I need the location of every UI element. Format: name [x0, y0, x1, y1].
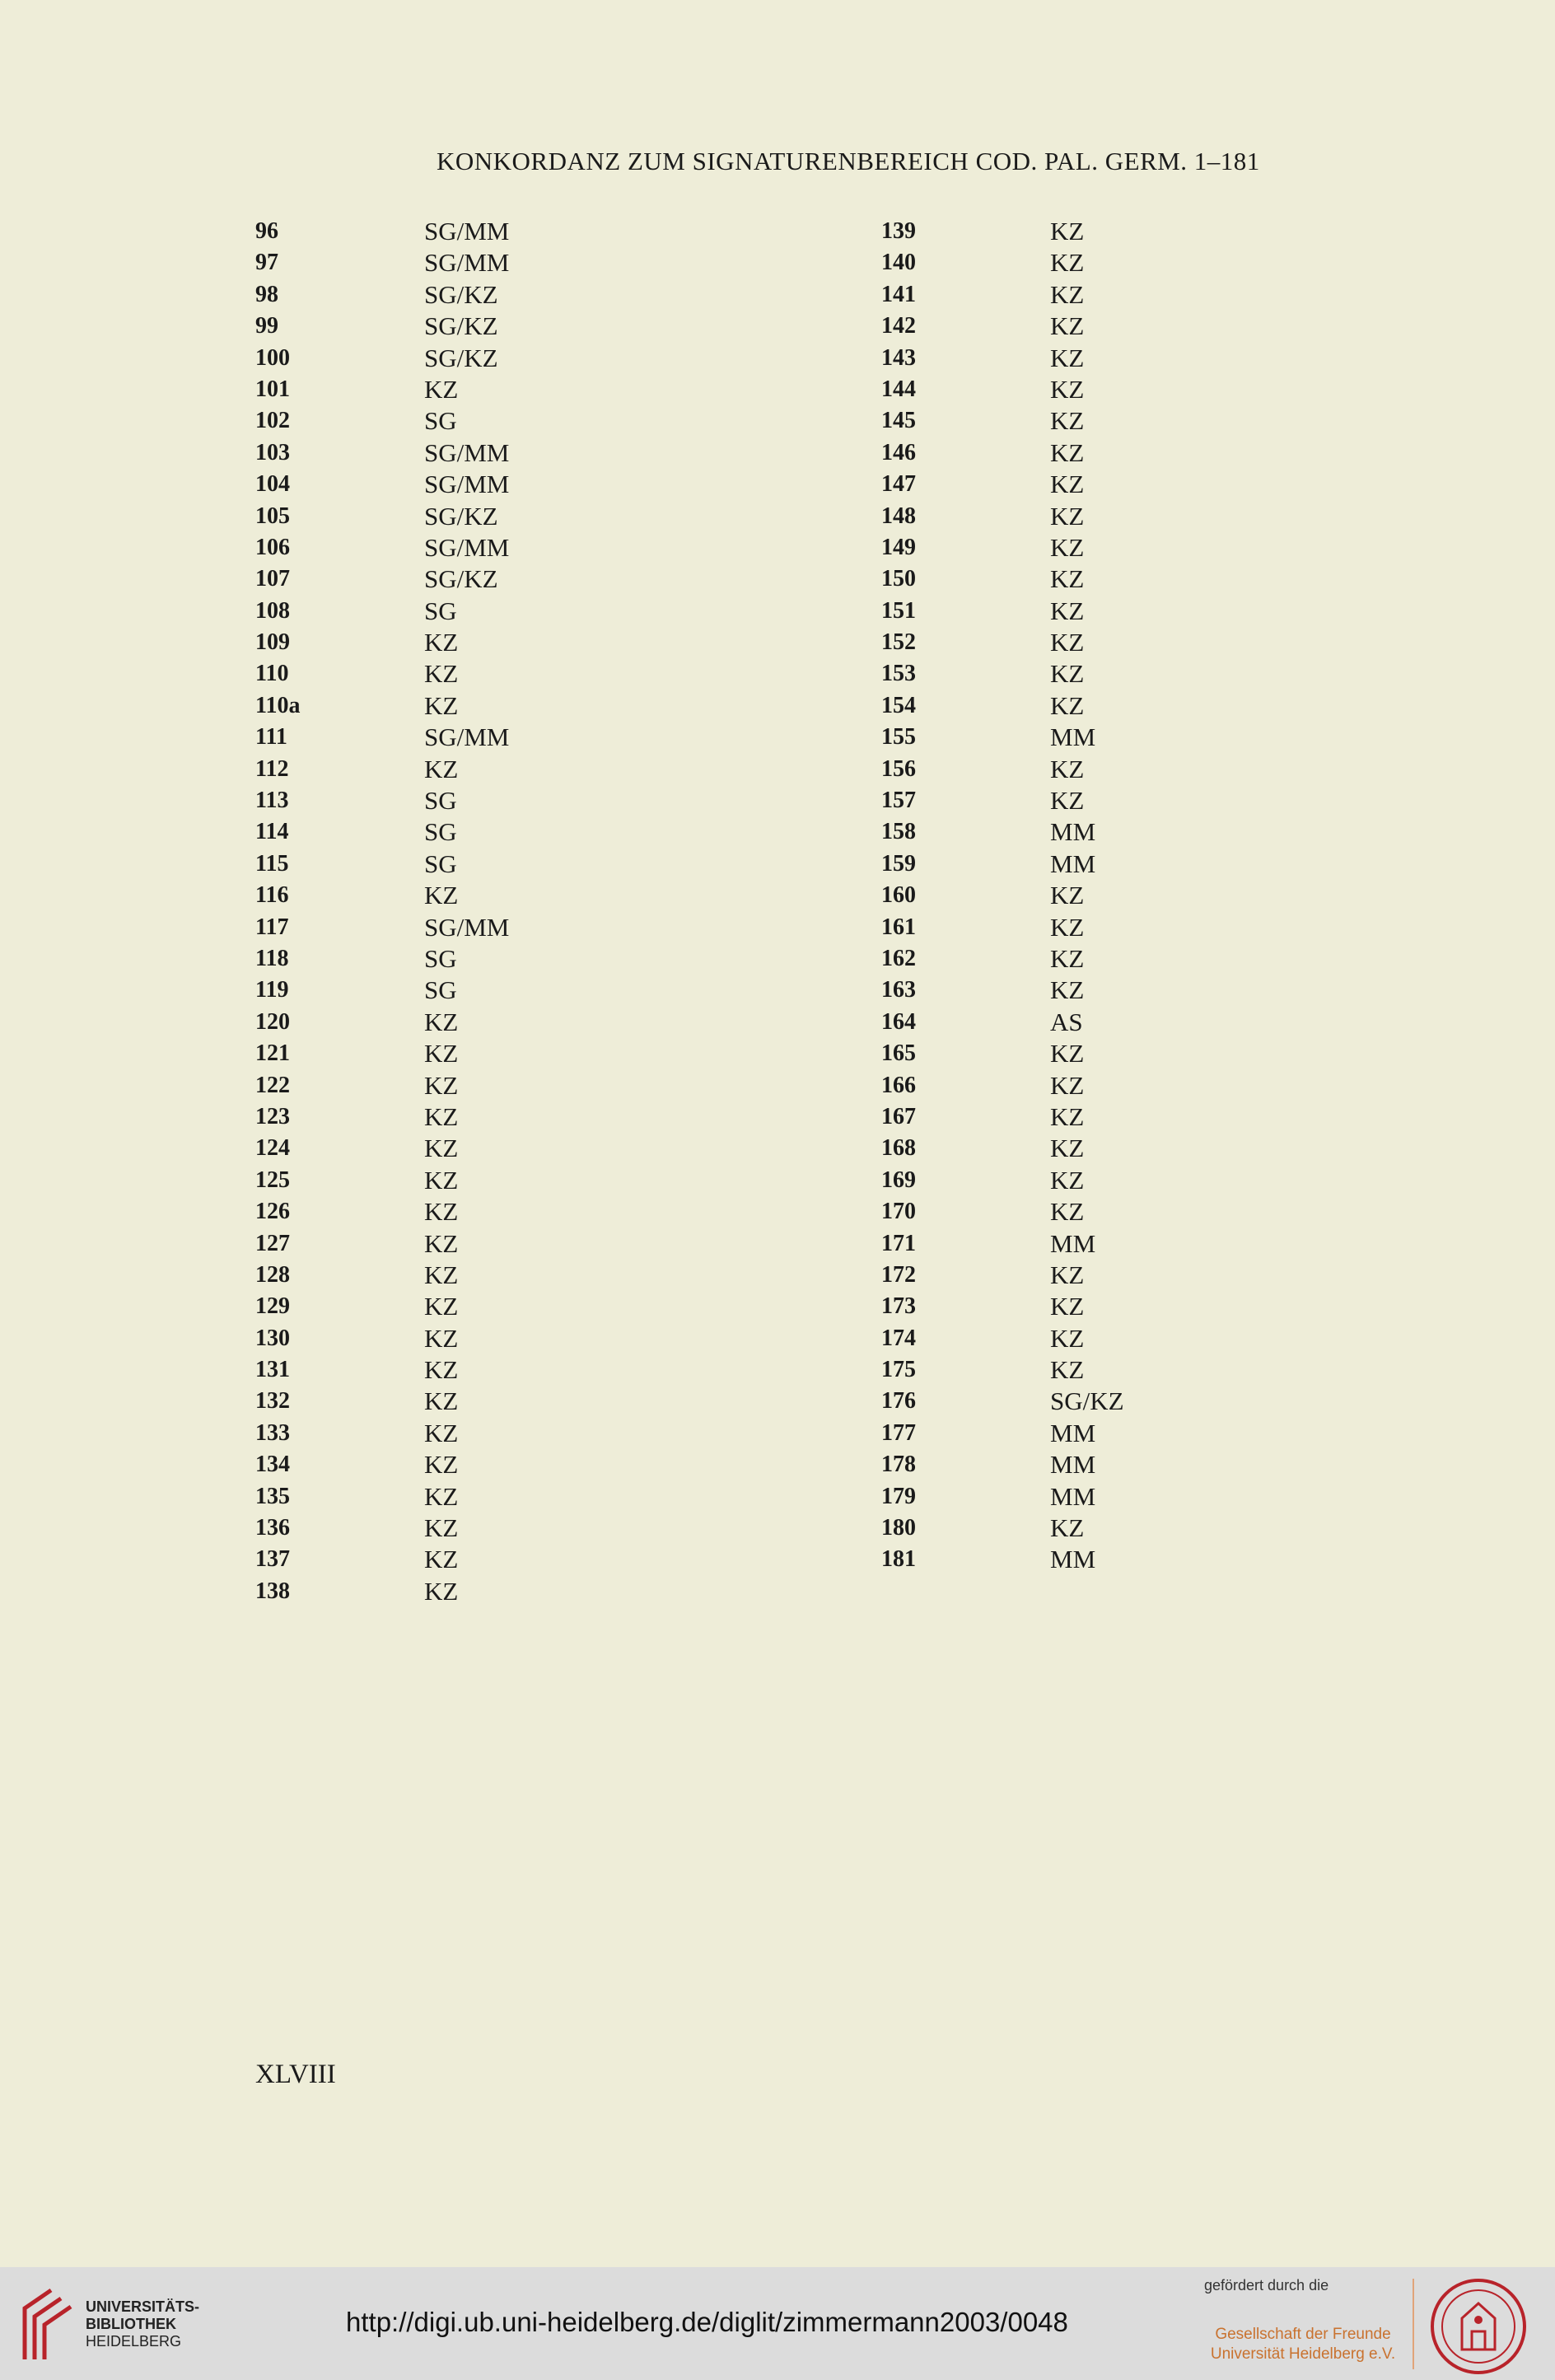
- concordance-row: [255, 1418, 509, 1449]
- signature-number: 163: [881, 977, 916, 1003]
- concordance-row: [255, 469, 509, 500]
- concordance-row: [255, 1291, 509, 1322]
- signature-number: 110a: [255, 692, 301, 718]
- cataloguer-code: KZ: [424, 1260, 459, 1289]
- concordance-row: [255, 658, 509, 690]
- viewer-footer: [0, 2267, 1555, 2380]
- signature-number: 169: [881, 1167, 916, 1193]
- cataloguer-code: MM: [1050, 817, 1096, 847]
- cataloguer-code: KZ: [1050, 437, 1085, 467]
- cataloguer-code: KZ: [424, 1545, 459, 1574]
- concordance-row: [881, 532, 1124, 563]
- cataloguer-code: SG: [424, 406, 457, 436]
- concordance-row: [881, 343, 1124, 374]
- signature-number: 134: [255, 1452, 290, 1478]
- signature-number: 154: [881, 692, 916, 718]
- cataloguer-code: KZ: [424, 374, 459, 404]
- cataloguer-code: KZ: [1050, 690, 1085, 720]
- cataloguer-code: SG/MM: [424, 217, 510, 245]
- signature-number: 167: [881, 1103, 916, 1129]
- concordance-row: [255, 690, 509, 722]
- concordance-row: [881, 785, 1124, 816]
- concordance-row: [255, 1481, 509, 1513]
- cataloguer-code: KZ: [1050, 1039, 1085, 1068]
- library-name-line1: UNIVERSITÄTS-: [86, 2298, 200, 2315]
- concordance-row: [881, 1101, 1124, 1133]
- concordance-row: [881, 1165, 1124, 1196]
- cataloguer-code: KZ: [1050, 1101, 1085, 1131]
- signature-number: 158: [881, 819, 916, 845]
- signature-number: 132: [255, 1388, 290, 1414]
- signature-number: 180: [881, 1515, 916, 1541]
- signature-number: 178: [881, 1452, 916, 1478]
- signature-number: 113: [255, 788, 289, 814]
- signature-number: 124: [255, 1135, 290, 1162]
- cataloguer-code: KZ: [1050, 374, 1085, 404]
- cataloguer-code: KZ: [424, 1228, 459, 1258]
- sponsor-divider: [1413, 2279, 1414, 2369]
- signature-number: 176: [881, 1388, 916, 1414]
- concordance-row: [881, 374, 1124, 405]
- cataloguer-code: KZ: [1050, 881, 1085, 910]
- concordance-row: [255, 1323, 509, 1354]
- signature-number: 122: [255, 1072, 290, 1098]
- signature-number: 129: [255, 1293, 290, 1320]
- cataloguer-code: MM: [1050, 849, 1096, 878]
- library-name: [86, 2298, 199, 2350]
- concordance-row: [881, 690, 1124, 722]
- concordance-row: [255, 1354, 509, 1386]
- cataloguer-code: KZ: [1050, 1292, 1085, 1321]
- concordance-row: [881, 1133, 1124, 1164]
- cataloguer-code: KZ: [1050, 659, 1085, 689]
- signature-number: 177: [881, 1419, 916, 1446]
- cataloguer-code: KZ: [1050, 1513, 1085, 1543]
- signature-number: 170: [881, 1199, 916, 1225]
- cataloguer-code: KZ: [1050, 786, 1085, 816]
- concordance-row: [881, 1228, 1124, 1260]
- signature-number: 99: [255, 313, 278, 339]
- cataloguer-code: MM: [1050, 722, 1096, 752]
- cataloguer-code: MM: [1050, 1450, 1096, 1480]
- signature-number: 157: [881, 788, 916, 814]
- cataloguer-code: SG/KZ: [424, 279, 498, 309]
- concordance-row: [881, 1481, 1124, 1513]
- cataloguer-code: KZ: [424, 1007, 459, 1036]
- cataloguer-code: SG: [424, 943, 457, 973]
- concordance-row: [255, 722, 509, 753]
- sponsor-name[interactable]: [1204, 2325, 1402, 2364]
- cataloguer-code: KZ: [424, 1355, 459, 1385]
- cataloguer-code: SG: [424, 849, 457, 878]
- signature-number: 153: [881, 661, 916, 687]
- cataloguer-code: KZ: [1050, 1197, 1085, 1227]
- ub-logo-icon: [18, 2284, 76, 2366]
- cataloguer-code: SG: [424, 817, 457, 847]
- signature-number: 127: [255, 1230, 290, 1256]
- signature-number: 109: [255, 629, 290, 656]
- signature-number: 152: [881, 629, 916, 656]
- signature-number: 131: [255, 1357, 290, 1383]
- concordance-row: [255, 1449, 509, 1480]
- signature-number: 100: [255, 344, 290, 371]
- concordance-row: [881, 469, 1124, 500]
- cataloguer-code: KZ: [1050, 1260, 1085, 1289]
- cataloguer-code: SG: [424, 596, 457, 625]
- signature-number: 165: [881, 1040, 916, 1067]
- cataloguer-code: KZ: [1050, 912, 1085, 942]
- concordance-right-column: [881, 216, 1124, 1576]
- cataloguer-code: SG/MM: [424, 470, 510, 499]
- signature-number: 116: [255, 882, 289, 909]
- signature-number: 96: [255, 218, 278, 244]
- signature-number: 148: [881, 503, 916, 529]
- cataloguer-code: SG/MM: [424, 437, 510, 467]
- signature-number: 104: [255, 471, 290, 498]
- cataloguer-code: MM: [1050, 1481, 1096, 1511]
- signature-number: 101: [255, 376, 290, 402]
- concordance-row: [255, 279, 509, 311]
- cataloguer-code: KZ: [424, 1292, 459, 1321]
- concordance-row: [881, 849, 1124, 880]
- cataloguer-code: KZ: [424, 1165, 459, 1195]
- signature-number: 155: [881, 724, 916, 750]
- running-head: KONKORDANZ ZUM SIGNATURENBEREICH COD. PAL. GERM. 1–181: [437, 147, 1260, 175]
- concordance-row: [255, 343, 509, 374]
- cataloguer-code: KZ: [1050, 279, 1085, 309]
- signature-number: 149: [881, 534, 916, 560]
- concordance-row: [881, 1260, 1124, 1291]
- concordance-row: [881, 1007, 1124, 1038]
- concordance-row: [881, 975, 1124, 1006]
- concordance-left-column: [255, 216, 509, 1607]
- concordance-row: [255, 785, 509, 816]
- signature-number: 174: [881, 1325, 916, 1351]
- signature-number: 130: [255, 1325, 290, 1351]
- signature-number: 117: [255, 914, 289, 940]
- concordance-row: [881, 1386, 1124, 1417]
- concordance-row: [255, 1544, 509, 1575]
- concordance-row: [881, 722, 1124, 753]
- cataloguer-code: KZ: [1050, 596, 1085, 625]
- cataloguer-code: KZ: [1050, 406, 1085, 436]
- signature-number: 146: [881, 439, 916, 465]
- cataloguer-code: KZ: [1050, 343, 1085, 372]
- cataloguer-code: SG/MM: [424, 722, 510, 752]
- concordance-row: [255, 563, 509, 595]
- cataloguer-code: KZ: [1050, 1070, 1085, 1100]
- cataloguer-code: KZ: [424, 1576, 459, 1606]
- concordance-row: [881, 880, 1124, 911]
- concordance-row: [255, 849, 509, 880]
- concordance-row: [881, 912, 1124, 943]
- signature-number: 120: [255, 1008, 290, 1035]
- concordance-row: [881, 754, 1124, 785]
- concordance-row: [255, 596, 509, 627]
- concordance-row: [881, 563, 1124, 595]
- signature-number: 102: [255, 408, 290, 434]
- sponsor-name-line1: Gesellschaft der Freunde: [1215, 2326, 1391, 2343]
- cataloguer-code: SG/KZ: [424, 564, 498, 594]
- cataloguer-code: KZ: [424, 1197, 459, 1227]
- signature-number: 171: [881, 1230, 916, 1256]
- signature-number: 123: [255, 1103, 290, 1129]
- signature-number: 147: [881, 471, 916, 498]
- cataloguer-code: KZ: [424, 1418, 459, 1447]
- signature-number: 106: [255, 534, 290, 560]
- concordance-row: [881, 1323, 1124, 1354]
- cataloguer-code: KZ: [424, 1323, 459, 1353]
- cataloguer-code: KZ: [424, 659, 459, 689]
- concordance-row: [881, 1354, 1124, 1386]
- cataloguer-code: SG/MM: [424, 532, 510, 562]
- signature-number: 119: [255, 977, 289, 1003]
- concordance-row: [255, 216, 509, 247]
- library-name-line2: BIBLIOTHEK: [86, 2316, 176, 2332]
- concordance-row: [255, 374, 509, 405]
- signature-number: 141: [881, 281, 916, 307]
- cataloguer-code: MM: [1050, 1228, 1096, 1258]
- concordance-row: [255, 754, 509, 785]
- signature-number: 108: [255, 597, 290, 624]
- cataloguer-code: KZ: [424, 1070, 459, 1100]
- concordance-row: [881, 1196, 1124, 1227]
- concordance-row: [881, 816, 1124, 848]
- cataloguer-code: KZ: [1050, 975, 1085, 1005]
- signature-number: 114: [255, 819, 289, 845]
- signature-number: 128: [255, 1261, 290, 1288]
- signature-number: 139: [881, 218, 916, 244]
- page-number: XLVIII: [255, 2060, 336, 2089]
- cataloguer-code: KZ: [424, 690, 459, 720]
- concordance-row: [255, 912, 509, 943]
- signature-number: 142: [881, 313, 916, 339]
- concordance-row: [255, 943, 509, 975]
- signature-number: 138: [255, 1578, 290, 1604]
- cataloguer-code: KZ: [1050, 501, 1085, 531]
- concordance-row: [255, 437, 509, 469]
- university-seal-icon: [1429, 2277, 1528, 2376]
- signature-number: 159: [881, 850, 916, 877]
- concordance-row: [255, 1133, 509, 1164]
- signature-number: 126: [255, 1199, 290, 1225]
- cataloguer-code: MM: [1050, 1545, 1096, 1574]
- cataloguer-code: KZ: [1050, 1134, 1085, 1163]
- concordance-row: [255, 1070, 509, 1101]
- signature-number: 135: [255, 1483, 290, 1509]
- signature-number: 121: [255, 1040, 290, 1067]
- signature-number: 98: [255, 281, 278, 307]
- concordance-row: [255, 1038, 509, 1069]
- cataloguer-code: KZ: [424, 1101, 459, 1131]
- signature-number: 103: [255, 439, 290, 465]
- signature-number: 172: [881, 1261, 916, 1288]
- concordance-row: [255, 1386, 509, 1417]
- signature-number: 143: [881, 344, 916, 371]
- cataloguer-code: KZ: [424, 754, 459, 783]
- concordance-row: [881, 627, 1124, 658]
- cataloguer-code: KZ: [424, 1481, 459, 1511]
- concordance-row: [255, 501, 509, 532]
- cataloguer-code: SG: [424, 975, 457, 1005]
- signature-number: 151: [881, 597, 916, 624]
- cataloguer-code: KZ: [1050, 470, 1085, 499]
- sponsor-name-line2: Universität Heidelberg e.V.: [1210, 2345, 1396, 2363]
- cataloguer-code: KZ: [1050, 564, 1085, 594]
- signature-number: 112: [255, 755, 289, 782]
- signature-number: 125: [255, 1167, 290, 1193]
- concordance-row: [881, 1544, 1124, 1575]
- signature-number: 97: [255, 250, 278, 276]
- concordance-row: [881, 1449, 1124, 1480]
- signature-number: 144: [881, 376, 916, 402]
- cataloguer-code: SG/KZ: [424, 501, 498, 531]
- signature-number: 181: [881, 1546, 916, 1573]
- signature-number: 162: [881, 945, 916, 971]
- signature-number: 118: [255, 945, 289, 971]
- cataloguer-code: KZ: [1050, 248, 1085, 278]
- concordance-row: [881, 943, 1124, 975]
- concordance-row: [255, 311, 509, 342]
- concordance-row: [881, 1038, 1124, 1069]
- signature-number: 156: [881, 755, 916, 782]
- signature-number: 110: [255, 661, 289, 687]
- concordance-row: [881, 658, 1124, 690]
- cataloguer-code: KZ: [1050, 628, 1085, 657]
- concordance-row: [881, 405, 1124, 437]
- concordance-row: [255, 1196, 509, 1227]
- concordance-row: [881, 311, 1124, 342]
- concordance-row: [881, 1070, 1124, 1101]
- concordance-row: [255, 1165, 509, 1196]
- cataloguer-code: KZ: [424, 1039, 459, 1068]
- cataloguer-code: KZ: [1050, 1355, 1085, 1385]
- concordance-row: [881, 1291, 1124, 1322]
- cataloguer-code: SG/MM: [424, 248, 510, 278]
- signature-number: 115: [255, 850, 289, 877]
- concordance-row: [881, 437, 1124, 469]
- cataloguer-code: KZ: [1050, 754, 1085, 783]
- cataloguer-code: KZ: [424, 628, 459, 657]
- concordance-row: [255, 1260, 509, 1291]
- signature-number: 161: [881, 914, 916, 940]
- signature-number: 107: [255, 566, 290, 592]
- signature-number: 145: [881, 408, 916, 434]
- library-name-line3: HEIDELBERG: [86, 2333, 182, 2350]
- concordance-row: [881, 216, 1124, 247]
- signature-number: 179: [881, 1483, 916, 1509]
- signature-number: 150: [881, 566, 916, 592]
- cataloguer-code: KZ: [1050, 311, 1085, 341]
- signature-number: 136: [255, 1515, 290, 1541]
- cataloguer-code: KZ: [1050, 532, 1085, 562]
- concordance-row: [255, 975, 509, 1006]
- signature-number: 105: [255, 503, 290, 529]
- concordance-row: [881, 247, 1124, 278]
- concordance-row: [255, 405, 509, 437]
- concordance-row: [255, 532, 509, 563]
- cataloguer-code: MM: [1050, 1418, 1096, 1447]
- concordance-row: [255, 627, 509, 658]
- cataloguer-code: SG/KZ: [424, 343, 498, 372]
- cataloguer-code: KZ: [424, 1386, 459, 1416]
- cataloguer-code: SG/KZ: [1050, 1386, 1124, 1416]
- signature-number: 140: [881, 250, 916, 276]
- signature-number: 168: [881, 1135, 916, 1162]
- cataloguer-code: KZ: [1050, 217, 1085, 245]
- signature-number: 111: [255, 724, 287, 750]
- cataloguer-code: KZ: [1050, 1323, 1085, 1353]
- concordance-row: [255, 1228, 509, 1260]
- signature-number: 164: [881, 1008, 916, 1035]
- signature-number: 166: [881, 1072, 916, 1098]
- concordance-row: [255, 1576, 509, 1607]
- cataloguer-code: KZ: [1050, 943, 1085, 973]
- cataloguer-code: SG/KZ: [424, 311, 498, 341]
- cataloguer-code: KZ: [424, 1450, 459, 1480]
- concordance-row: [255, 247, 509, 278]
- concordance-row: [881, 1513, 1124, 1544]
- permalink-url[interactable]: http://digi.ub.uni-heidelberg.de/diglit/zimmermann2003/0048: [346, 2307, 1068, 2337]
- concordance-row: [255, 816, 509, 848]
- concordance-row: [255, 1101, 509, 1133]
- concordance-row: [881, 501, 1124, 532]
- signature-number: 175: [881, 1357, 916, 1383]
- concordance-row: [881, 1418, 1124, 1449]
- concordance-row: [255, 1513, 509, 1544]
- concordance-row: [255, 880, 509, 911]
- cataloguer-code: AS: [1050, 1007, 1083, 1036]
- signature-number: 137: [255, 1546, 290, 1573]
- cataloguer-code: SG: [424, 786, 457, 816]
- concordance-row: [881, 279, 1124, 311]
- cataloguer-code: SG/MM: [424, 912, 510, 942]
- signature-number: 160: [881, 882, 916, 909]
- cataloguer-code: KZ: [424, 881, 459, 910]
- signature-number: 133: [255, 1419, 290, 1446]
- sponsor-label: gefördert durch die: [1204, 2277, 1329, 2293]
- concordance-row: [881, 596, 1124, 627]
- cataloguer-code: KZ: [424, 1513, 459, 1543]
- cataloguer-code: KZ: [424, 1134, 459, 1163]
- signature-number: 173: [881, 1293, 916, 1320]
- cataloguer-code: KZ: [1050, 1165, 1085, 1195]
- concordance-row: [255, 1007, 509, 1038]
